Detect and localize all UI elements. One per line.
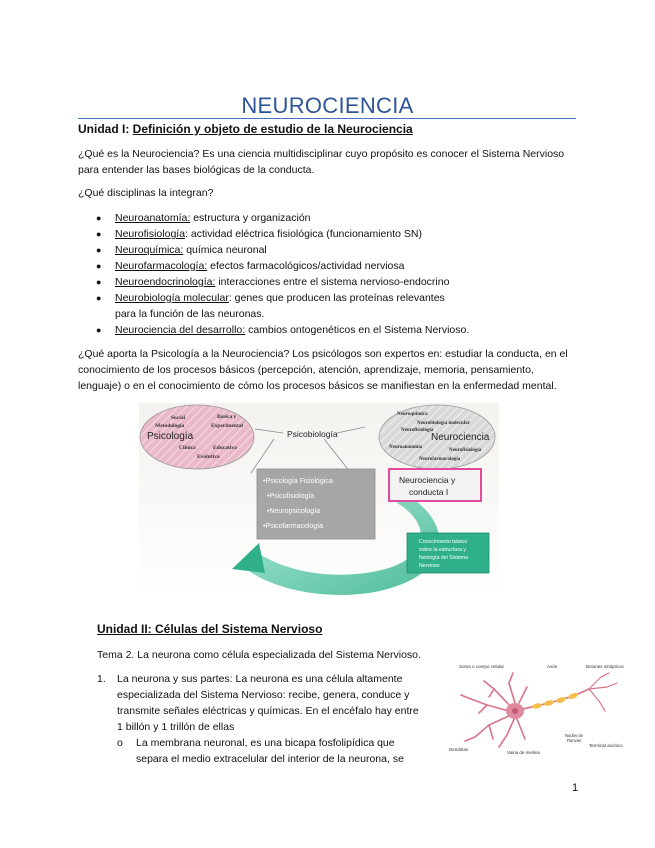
desc-continued: para la función de las neuronas. — [115, 308, 265, 320]
text-line: La membrana neuronal, es una bicapa fosfolipídica que — [136, 737, 395, 749]
label-botones: Botones sinápticos — [586, 664, 624, 669]
psychobio-item: •Psicofarmacología — [263, 523, 324, 530]
desc: estructura y organización — [190, 212, 311, 224]
psych-item: Evolutiva — [197, 454, 220, 460]
list-item — [96, 322, 576, 338]
label-terminal: Terminal axónico — [589, 743, 623, 748]
bullet-icon: ● — [96, 229, 102, 239]
neuro-item: Neuroanatomía — [389, 445, 423, 450]
psychobio-item: •Psicología Fisiológica — [263, 478, 333, 485]
psychobiology-title: Psicobiología — [287, 429, 338, 439]
neuro-item: Neurobiología molecular — [417, 421, 470, 426]
bullet-icon: ● — [96, 245, 102, 255]
desc: : genes que producen las proteínas relevantes — [228, 292, 445, 304]
psych-item: Social — [171, 415, 186, 421]
text-line: 1 billón y 1 trillón de ellas — [117, 721, 235, 733]
label-vaina: Vaina de mielina — [507, 750, 540, 755]
label-nodos: Nodos de — [565, 733, 583, 738]
psychobio-item: •Neuropsicología — [267, 508, 321, 515]
knowledge-line: Nervioso — [419, 563, 440, 569]
psych-item: Básica y — [217, 414, 237, 420]
neuro-item: Neuroquímica — [397, 412, 428, 417]
bullet-icon: ● — [96, 213, 102, 223]
list-number: 1. — [97, 673, 106, 685]
neuro-item: Neurofisiología — [449, 448, 482, 453]
knowledge-line: Conocimiento básico — [419, 539, 468, 545]
knowledge-line: sobre la estructura y — [419, 547, 466, 553]
neuro-title: Neurociencia — [431, 432, 490, 443]
label-soma: Soma o cuerpo celular — [459, 664, 505, 669]
desc: : actividad eléctrica fisiológica (funcionamiento SN) — [185, 228, 422, 240]
unit2-heading: Unidad II: Células del Sistema Nervioso — [97, 622, 323, 636]
list-item — [96, 290, 576, 322]
desc: química neuronal — [183, 244, 267, 256]
label-dendritas: Dendritas — [449, 747, 469, 752]
term: Neurobiología molecular — [115, 292, 229, 304]
desc: efectos farmacológicos/actividad nerviosa — [207, 260, 405, 272]
disciplines-list — [96, 210, 576, 338]
list-item — [96, 210, 576, 226]
term: Neuroquímica: — [115, 244, 184, 256]
sub-bullet: o — [117, 737, 123, 749]
term: Neurociencia del desarrollo: — [115, 324, 246, 336]
term: Neurofisiología — [115, 228, 186, 240]
label-axon: Axón — [547, 664, 558, 669]
unit1-heading — [78, 122, 413, 136]
psychobiology-diagram — [139, 403, 499, 599]
bullet-icon: ● — [96, 325, 102, 335]
psych-item: Clínica — [179, 445, 196, 451]
desc: cambios ontogenéticos en el Sistema Nervioso. — [245, 324, 470, 336]
title-underline — [78, 118, 576, 119]
label-ranvier: Ranvier — [567, 738, 582, 743]
question-disciplines: ¿Qué disciplinas la integran? — [78, 187, 214, 199]
bullet-icon: ● — [96, 261, 102, 271]
list-item — [96, 274, 576, 290]
bullet-icon: ● — [96, 277, 102, 287]
course-box-line: Neurociencia y — [399, 475, 456, 485]
neuro-item: Neurofarmacología — [419, 457, 461, 462]
membrane-paragraph — [136, 735, 436, 767]
psych-item: Metodología — [155, 423, 185, 429]
text-line: La neurona y sus partes: La neurona es una célula altamente — [117, 673, 403, 685]
unit1-heading-rest: Definición y objeto de estudio de la Neurociencia — [132, 122, 413, 136]
term: Neuroanatomía: — [115, 212, 191, 224]
paragraph-what-is — [78, 146, 578, 178]
neuron-illustration — [439, 659, 625, 760]
psych-title: Psicología — [147, 431, 194, 442]
neuron-paragraph — [117, 671, 437, 735]
term: Neuroendocrinología: — [115, 276, 216, 288]
text-line: especializada del Sistema Nervioso: recibe, genera, conduce y — [117, 689, 410, 701]
nucleus-shape — [512, 708, 518, 714]
psych-item: Educativa — [213, 445, 237, 451]
psychobio-item: •Psicofisiología — [267, 493, 315, 500]
page-title: NEUROCIENCIA — [241, 93, 414, 118]
text-line: ¿Qué aporta la Psicología a la Neurociencia? Los psicólogos son expertos en: estudiar la conducta, en el — [78, 348, 568, 360]
psych-item: Experimental — [211, 423, 244, 429]
text-line: para entender las bases biológicas de la conducta. — [78, 164, 315, 176]
course-box-line: conducta I — [409, 487, 449, 497]
unit1-heading-prefix: Unidad I: — [78, 122, 133, 136]
text-line: transmite señales eléctricas y químicas. En el encéfalo hay entre — [117, 705, 419, 717]
tema-line: Tema 2. La neurona como célula especializada del Sistema Nervioso. — [97, 649, 421, 661]
text-line: ¿Qué es la Neurociencia? Es una ciencia multidisciplinar cuyo propósito es conocer el Sistema Nervioso — [78, 148, 565, 160]
bullet-icon: ● — [96, 293, 102, 303]
knowledge-line: fisiología del Sistema — [419, 555, 469, 561]
text-line: conocimiento de los procesos básicos (percepción, atención, aprendizaje, memoria, pensamiento, — [78, 364, 534, 376]
page-number: 1 — [572, 782, 579, 794]
paragraph-psychology-contribution — [78, 346, 583, 394]
list-item — [96, 242, 576, 258]
neuro-item: Neurofisiología — [401, 428, 434, 433]
list-item — [96, 226, 576, 242]
text-line: lenguaje) o en el conocimiento de cómo los procesos básicos se manifiestan en la enfermedad mental. — [78, 380, 557, 392]
text-line: separa el medio extracelular del interior de la neurona, se — [136, 753, 404, 765]
term: Neurofarmacología: — [115, 260, 208, 272]
list-item — [96, 258, 576, 274]
desc: interacciones entre el sistema nervioso-endocrino — [215, 276, 450, 288]
